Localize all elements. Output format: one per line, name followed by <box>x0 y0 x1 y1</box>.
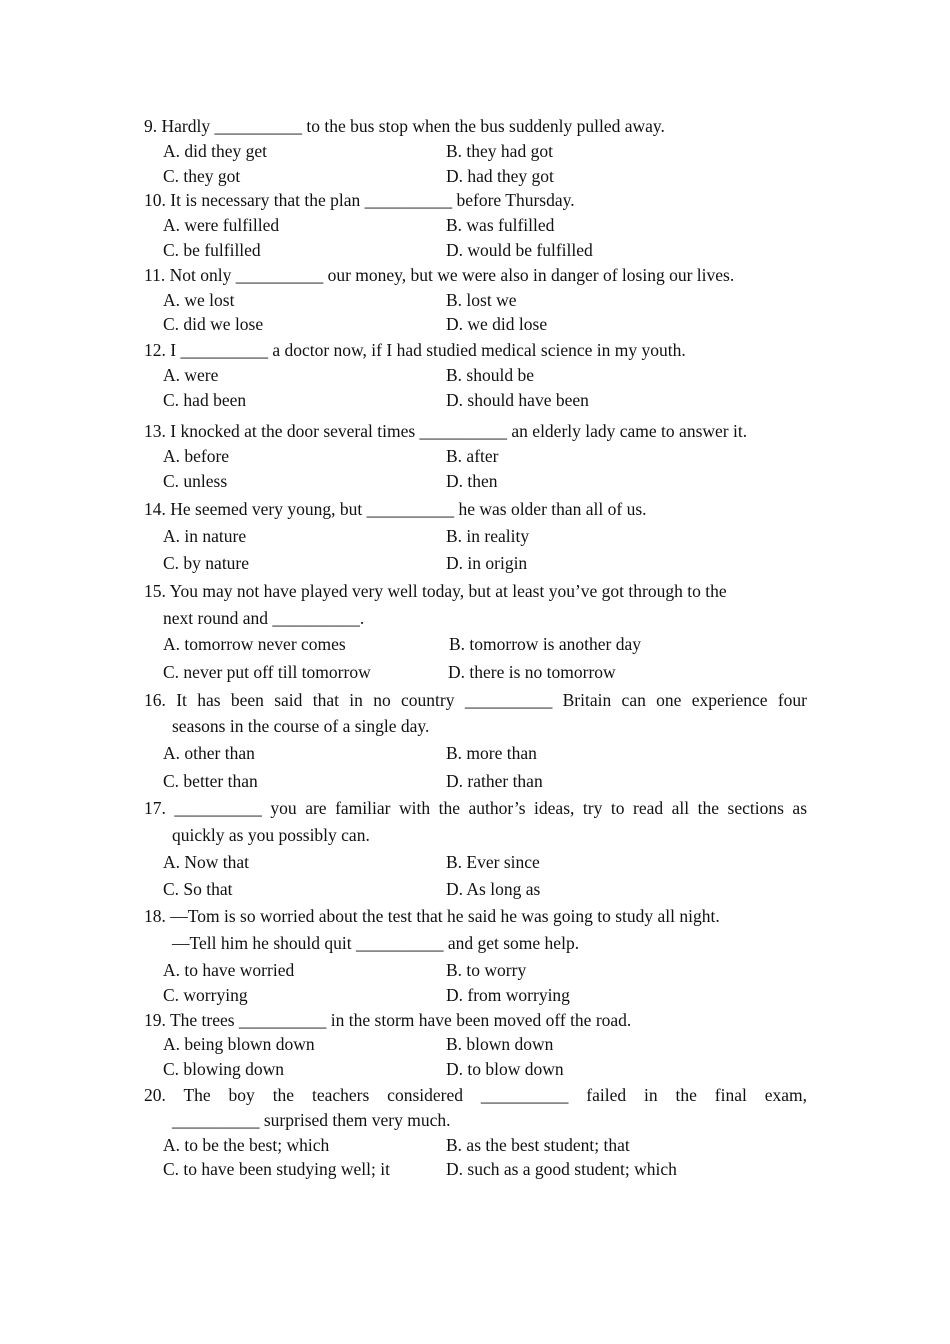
option-b: B. more than <box>446 743 537 763</box>
option-c: C. worrying <box>163 985 248 1005</box>
question-stem: It has been said that in no country __________ Britain can one experience four <box>176 690 808 710</box>
question-stem: The boy the teachers considered __________ failed in the final exam, <box>183 1085 807 1105</box>
option-d: D. As long as <box>446 879 541 899</box>
question-stem: He seemed very young, but __________ he was older than all of us. <box>170 499 647 519</box>
option-a: A. Now that <box>163 852 250 872</box>
question-18 <box>144 904 807 929</box>
question-stem-continued: __________ surprised them very much. <box>172 1110 451 1130</box>
option-a: A. before <box>163 446 230 466</box>
question-number: 10. <box>144 190 166 210</box>
option-a: A. in nature <box>163 526 247 546</box>
question-stem: —Tom is so worried about the test that he said he was going to study all night. <box>170 906 720 926</box>
option-c: C. they got <box>163 166 241 186</box>
option-c: C. be fulfilled <box>163 240 261 260</box>
option-b: B. they had got <box>446 141 553 161</box>
question-14 <box>144 497 807 522</box>
option-c: C. never put off till tomorrow <box>163 662 371 682</box>
option-d: D. to blow down <box>446 1059 564 1079</box>
question-stem: It is necessary that the plan __________ before Thursday. <box>170 190 575 210</box>
option-c: C. by nature <box>163 553 250 573</box>
question-number: 14. <box>144 499 166 519</box>
question-number: 16. <box>144 690 166 710</box>
option-a: A. to be the best; which <box>163 1135 330 1155</box>
question-number: 12. <box>144 340 166 360</box>
option-c: C. better than <box>163 771 258 791</box>
question-stem-continued: quickly as you possibly can. <box>172 825 370 845</box>
option-b: B. after <box>446 446 499 466</box>
option-d: D. should have been <box>446 390 589 410</box>
option-a: A. tomorrow never comes <box>163 634 346 654</box>
option-b: B. lost we <box>446 290 517 310</box>
option-b: B. should be <box>446 365 534 385</box>
question-number: 9. <box>144 116 158 136</box>
question-number: 15. <box>144 581 166 601</box>
option-b: B. Ever since <box>446 852 540 872</box>
question-stem-continued: seasons in the course of a single day. <box>172 716 430 736</box>
question-stem: The trees __________ in the storm have been moved off the road. <box>169 1010 632 1030</box>
question-11 <box>144 263 807 288</box>
option-d: D. rather than <box>446 771 543 791</box>
option-b: B. was fulfilled <box>446 215 555 235</box>
option-b: B. blown down <box>446 1034 554 1054</box>
option-d: D. such as a good student; which <box>446 1159 677 1179</box>
option-a: A. we lost <box>163 290 235 310</box>
question-number: 18. <box>144 906 166 926</box>
question-stem: Not only __________ our money, but we were also in danger of losing our lives. <box>169 265 735 285</box>
option-d: D. would be fulfilled <box>446 240 593 260</box>
question-stem: I __________ a doctor now, if I had studied medical science in my youth. <box>170 340 686 360</box>
option-c: C. had been <box>163 390 247 410</box>
option-c: C. blowing down <box>163 1059 285 1079</box>
option-b: B. in reality <box>446 526 530 546</box>
option-c: C. did we lose <box>163 314 264 334</box>
question-stem-continued: next round and __________. <box>163 608 365 628</box>
question-20 <box>144 1083 807 1108</box>
option-a: A. being blown down <box>163 1034 315 1054</box>
option-d: D. there is no tomorrow <box>448 662 616 682</box>
option-c: C. So that <box>163 879 233 899</box>
question-16 <box>144 688 807 713</box>
question-number: 13. <box>144 421 166 441</box>
question-number: 17. <box>144 798 166 818</box>
option-a: A. were fulfilled <box>163 215 280 235</box>
option-b: B. tomorrow is another day <box>449 634 641 654</box>
option-d: D. from worrying <box>446 985 570 1005</box>
question-9 <box>144 114 807 139</box>
question-number: 20. <box>144 1085 166 1105</box>
option-a: A. other than <box>163 743 255 763</box>
option-b: B. as the best student; that <box>446 1135 630 1155</box>
question-12 <box>144 338 807 363</box>
question-stem: Hardly __________ to the bus stop when the bus suddenly pulled away. <box>161 116 665 136</box>
option-a: A. were <box>163 365 219 385</box>
option-d: D. we did lose <box>446 314 548 334</box>
question-15 <box>144 579 807 604</box>
option-d: D. had they got <box>446 166 554 186</box>
option-c: C. unless <box>163 471 228 491</box>
option-a: A. to have worried <box>163 960 295 980</box>
option-c: C. to have been studying well; it <box>163 1159 390 1179</box>
question-10 <box>144 188 807 213</box>
option-d: D. in origin <box>446 553 528 573</box>
option-a: A. did they get <box>163 141 268 161</box>
question-number: 11. <box>144 265 166 285</box>
question-number: 19. <box>144 1010 166 1030</box>
option-b: B. to worry <box>446 960 527 980</box>
question-19 <box>144 1008 807 1033</box>
question-stem: I knocked at the door several times __________ an elderly lady came to answer it. <box>170 421 748 441</box>
question-stem-continued: —Tell him he should quit __________ and get some help. <box>172 933 580 953</box>
option-d: D. then <box>446 471 498 491</box>
question-17 <box>144 796 807 821</box>
question-stem: __________ you are familiar with the author’s ideas, try to read all the sections as <box>174 798 807 818</box>
question-13 <box>144 419 807 444</box>
question-stem: You may not have played very well today, but at least you’ve got through to the <box>169 581 727 601</box>
